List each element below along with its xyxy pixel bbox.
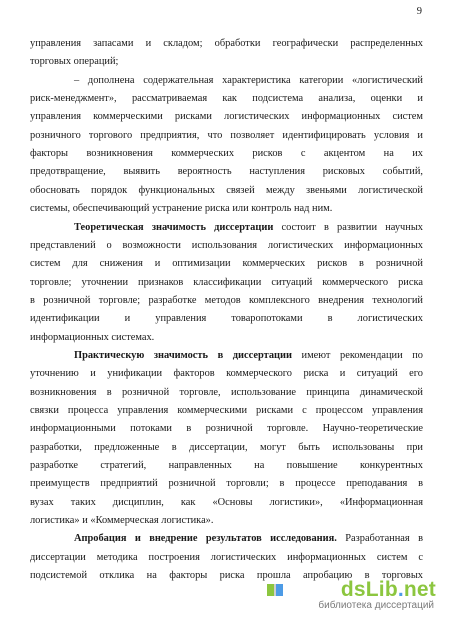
text-line <box>30 496 423 509</box>
bold-lead: Практическую значимость в диссертации <box>74 349 292 361</box>
watermark <box>266 578 436 612</box>
line-text: факторы возникновения коммерческих рисков с акцентом на их <box>30 148 423 160</box>
watermark-logo <box>341 578 436 602</box>
line-text: возникновения в розничной торговле, использование принципа динамической <box>30 386 423 398</box>
logo-tld: net <box>403 578 436 601</box>
text-line <box>30 422 423 435</box>
text-line <box>30 441 423 454</box>
line-text: диссертации методика построения логистических информационных систем с <box>30 551 423 563</box>
book-icon <box>266 581 284 599</box>
text-line <box>30 92 423 105</box>
line-text: вузах таких дисциплин, как «Основы логистики», «Информационная <box>30 496 423 508</box>
text-line <box>74 221 423 234</box>
line-text: торговле; уточнении признаков классификации ситуаций коммерческого риска <box>30 276 423 288</box>
line-text: торговых операций; <box>30 56 119 68</box>
line-text: обосновать порядок функциональных связей между звеньями логистической <box>30 184 423 196</box>
page-number: 9 <box>416 6 422 17</box>
line-text: уточнению и унификации факторов коммерческого риска и ситуаций его <box>30 368 423 380</box>
line-text: розничного торгового предприятия, что позволяет идентифицировать условия и <box>30 129 423 141</box>
text-line <box>30 257 423 270</box>
logo-main: dsLib <box>340 578 398 601</box>
line-text: логистика» и «Коммерческая логистика». <box>30 515 214 527</box>
text-line <box>74 349 423 362</box>
text-line <box>30 477 423 490</box>
text-line <box>30 239 423 252</box>
text-line <box>30 312 423 325</box>
line-text: информационных системах. <box>30 331 155 343</box>
text-line <box>74 74 423 87</box>
line-text: связки процесса управления коммерческими рисками с процессом управления <box>30 405 423 416</box>
text-line <box>30 331 423 344</box>
text-line <box>30 202 423 215</box>
text-line <box>30 459 423 472</box>
line-text: подсистемой отклика на факторы риска прошла апробацию в торговых <box>30 570 423 582</box>
line-text: предотвращение, выявить вероятность наступления рисковых событий, <box>30 166 423 178</box>
text-line <box>30 55 423 68</box>
line-text: Разработанная в <box>336 533 423 545</box>
line-text: преимуществ предприятий розничной торговли; в процессе преподавания в <box>30 478 423 490</box>
text-line <box>30 184 423 197</box>
text-line <box>30 386 423 399</box>
line-text: имеют рекомендации по <box>291 349 423 361</box>
text-line <box>30 129 423 142</box>
line-text: системы, обеспечивающий устранение риска или контроль над ним. <box>30 203 333 215</box>
line-text: риск-менеджмент», рассматриваемая как подсистема анализа, оценки и <box>30 93 423 105</box>
line-text: – дополнена содержательная характеристика категории «логистический <box>74 74 423 86</box>
bold-lead: Теоретическая значимость диссертации <box>74 221 274 233</box>
watermark-subtitle: библиотека диссертаций <box>318 600 434 611</box>
text-line <box>30 367 423 380</box>
text-line <box>30 294 423 307</box>
line-text: разработке стратегий, направленных на повышение конкурентных <box>30 460 423 472</box>
text-line <box>30 147 423 160</box>
text-line <box>30 404 423 417</box>
line-text: идентификации и управления товаропотоками в логистических <box>30 313 423 325</box>
bold-lead: Апробация и внедрение результатов исследования. <box>74 533 337 545</box>
line-text: представлений о возможности использования логистических информационных <box>30 239 423 251</box>
line-text: управления запасами и складом; обработки географически распределенных <box>30 38 423 49</box>
text-line <box>30 37 423 50</box>
line-text: разработки, предложенные в диссертации, могут быть использованы при <box>30 441 423 453</box>
logo-dot: . <box>397 578 404 601</box>
line-text: систем для снижения и оптимизации коммерческих рисков в розничной <box>30 258 423 270</box>
line-text: информационными потоками в розничной торговле. Научно-теоретические <box>30 423 423 435</box>
text-line <box>30 276 423 289</box>
text-line <box>30 165 423 178</box>
text-line <box>74 532 423 545</box>
line-text: управления коммерческими рисками логистических информационных систем <box>30 111 423 123</box>
text-line <box>30 514 423 527</box>
text-line <box>30 551 423 564</box>
line-text: состоит в развитии научных <box>273 221 423 233</box>
line-text: в розничной торговле; разработке методов комплексного внедрения технологий <box>30 294 423 306</box>
text-line <box>30 110 423 123</box>
